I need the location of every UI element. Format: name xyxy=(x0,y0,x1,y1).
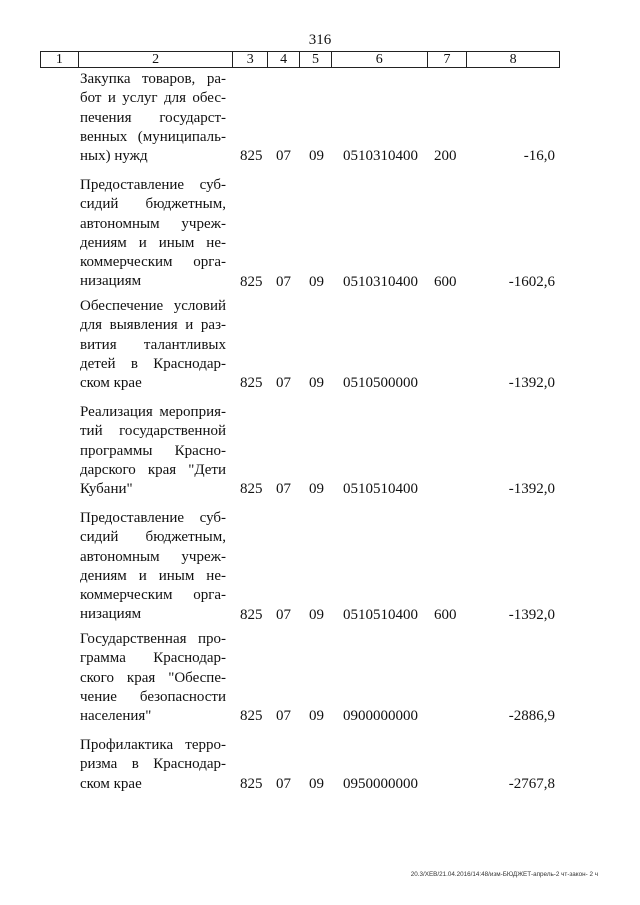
footer-stamp: 20.3/ХЕВ/21.04.2016/14:48/изм-БЮДЖЕТ-апрель-2 чт-закон- 2 ч xyxy=(410,871,598,878)
row-name-line: дениям и иным не- xyxy=(80,567,226,584)
column-header-4: 4 xyxy=(268,52,300,67)
row-name-line: автономным учреж- xyxy=(80,215,226,232)
row-subsection-code: 09 xyxy=(309,708,324,725)
row-name-line: коммерческим орга- xyxy=(80,254,226,271)
row-name-line: чение безопасности xyxy=(80,688,226,705)
row-name-line: ризма в Краснодар- xyxy=(80,756,226,773)
column-header-7: 7 xyxy=(428,52,468,67)
row-amount: -2767,8 xyxy=(508,775,555,792)
row-target-code: 0900000000 xyxy=(343,708,418,725)
row-section-code: 07 xyxy=(276,148,291,165)
row-name-line: венных (муниципаль- xyxy=(80,128,226,145)
row-name-line: ных) нужд xyxy=(80,148,148,165)
row-name-line: Реализация мероприя- xyxy=(80,404,226,420)
row-name-line: печения государст- xyxy=(80,109,226,126)
row-target-code: 0510510400 xyxy=(343,606,418,623)
row-subsection-code: 09 xyxy=(309,606,324,623)
row-name-line: Кубани" xyxy=(80,481,133,498)
row-name-line: тий государственной xyxy=(80,423,226,440)
row-name-line: ском крае xyxy=(80,775,142,792)
page-number: 316 xyxy=(308,32,332,48)
row-name-line: автономным учреж- xyxy=(80,548,226,565)
row-name-line: Предоставление суб- xyxy=(80,510,226,526)
column-header-8: 8 xyxy=(509,52,517,67)
row-name-line: Профилактика терро- xyxy=(80,737,226,753)
row-name xyxy=(80,176,226,292)
row-name-line: программы Красно- xyxy=(80,442,226,459)
row-name xyxy=(80,736,226,794)
row-expense-type-code: 600 xyxy=(434,273,457,290)
row-amount: -1392,0 xyxy=(508,606,555,623)
row-name-line: коммерческим орга- xyxy=(80,587,226,604)
row-name-line: бот и услуг для обес- xyxy=(80,90,226,107)
row-target-code: 0510310400 xyxy=(343,148,418,165)
row-admin-code: 825 xyxy=(240,606,263,623)
row-name-line: сидий бюджетным, xyxy=(80,529,226,546)
row-name-line: Обеспечение условий xyxy=(80,298,226,314)
row-subsection-code: 09 xyxy=(309,148,324,165)
row-amount: -16,0 xyxy=(523,148,555,165)
row-name xyxy=(80,509,226,625)
row-section-code: 07 xyxy=(276,708,291,725)
row-section-code: 07 xyxy=(276,375,291,392)
row-name-line: ском крае xyxy=(80,375,142,392)
column-header-3: 3 xyxy=(233,52,268,67)
column-header-2: 2 xyxy=(79,52,233,67)
row-target-code: 0510500000 xyxy=(343,375,418,392)
row-name-line: Предоставление суб- xyxy=(80,177,226,193)
column-header-1: 1 xyxy=(41,52,79,67)
row-expense-type-code: 600 xyxy=(434,606,457,623)
row-section-code: 07 xyxy=(276,775,291,792)
row-amount: -1392,0 xyxy=(508,481,555,498)
row-subsection-code: 09 xyxy=(309,273,324,290)
row-name-line: низациям xyxy=(80,273,142,290)
row-name-line: населения" xyxy=(80,708,152,725)
row-name xyxy=(80,403,226,499)
row-section-code: 07 xyxy=(276,481,291,498)
row-amount: -1602,6 xyxy=(508,273,555,290)
row-target-code: 0510510400 xyxy=(343,481,418,498)
row-expense-type-code: 200 xyxy=(434,148,457,165)
row-subsection-code: 09 xyxy=(309,775,324,792)
row-name xyxy=(80,70,226,166)
row-name-line: грамма Краснодар- xyxy=(80,650,226,667)
column-header-6: 6 xyxy=(332,52,428,67)
row-target-code: 0950000000 xyxy=(343,775,418,792)
row-section-code: 07 xyxy=(276,273,291,290)
row-name-line: дениям и иным не- xyxy=(80,234,226,251)
column-header-5: 5 xyxy=(300,52,332,67)
row-name-line: ского края "Обеспе- xyxy=(80,669,226,686)
row-name-line: Государственная про- xyxy=(80,631,226,647)
table-header-row xyxy=(40,51,560,68)
row-name xyxy=(80,630,226,726)
row-target-code: 0510310400 xyxy=(343,273,418,290)
row-name-line: для выявления и раз- xyxy=(80,317,226,334)
row-amount: -2886,9 xyxy=(508,708,555,725)
row-name xyxy=(80,297,226,393)
row-admin-code: 825 xyxy=(240,708,263,725)
row-admin-code: 825 xyxy=(240,148,263,165)
row-name-line: детей в Краснодар- xyxy=(80,355,226,372)
row-name-line: вития талантливых xyxy=(80,336,226,353)
row-name-line: сидий бюджетным, xyxy=(80,196,226,213)
row-name-line: низациям xyxy=(80,606,142,623)
row-section-code: 07 xyxy=(276,606,291,623)
row-subsection-code: 09 xyxy=(309,481,324,498)
row-admin-code: 825 xyxy=(240,775,263,792)
row-name-line: Закупка товаров, ра- xyxy=(80,71,226,87)
row-admin-code: 825 xyxy=(240,375,263,392)
row-admin-code: 825 xyxy=(240,273,263,290)
row-admin-code: 825 xyxy=(240,481,263,498)
row-name-line: дарского края "Дети xyxy=(80,461,226,478)
row-subsection-code: 09 xyxy=(309,375,324,392)
row-amount: -1392,0 xyxy=(508,375,555,392)
